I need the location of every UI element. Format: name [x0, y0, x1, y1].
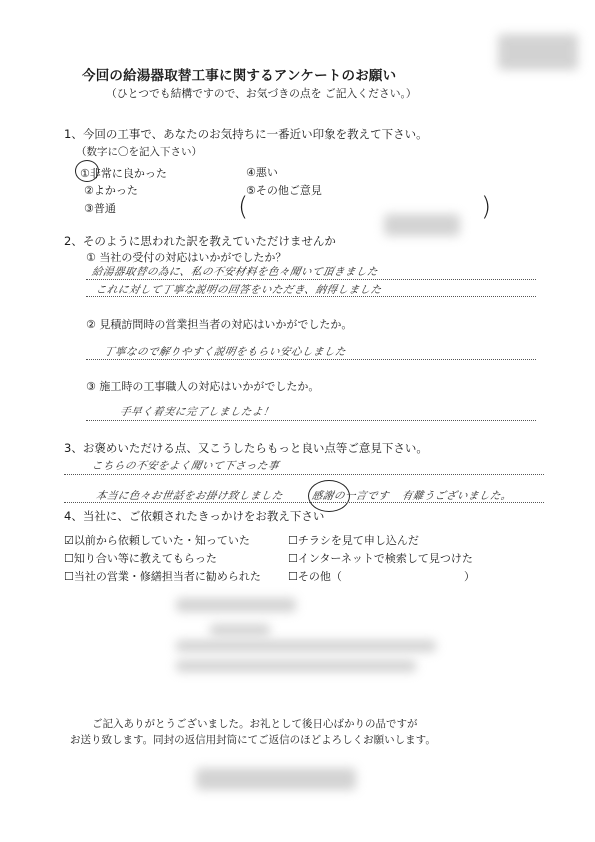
question-1: 1、今回の工事で、あなたのお気持ちに一番近い印象を教えて下さい。	[64, 127, 428, 141]
q2-sub-1: ① 当社の受付の対応はいかがでしたか？	[86, 251, 287, 264]
q1-other-close-paren: )	[481, 192, 492, 222]
q2-sub-1-answer-2: これに対して丁寧な説明の回答をいただき、納得しました	[94, 284, 383, 296]
closing-line-1: ご記入ありがとうございました。お礼として後日心ばかりの品ですが	[92, 718, 418, 730]
redacted-address-line	[176, 598, 296, 612]
q2-sub-1-answer-1: 給湯器取替の為に、私の不安材料を色々聞いて頂きました	[90, 266, 379, 278]
q1-option-1[interactable]: ①非常に良かった	[80, 167, 167, 180]
q1-option-4[interactable]: ④悪い	[246, 166, 278, 179]
q4-option-internet[interactable]: ☐インターネットで検索して見つけた	[288, 552, 473, 565]
question-2: 2、そのように思われた訳を教えていただけませんか	[64, 234, 336, 248]
redacted-corner-stamp	[498, 34, 578, 70]
q4-option-flyer[interactable]: ☐チラシを見て申し込んだ	[288, 534, 419, 547]
q2-sub-3: ③ 施工時の工事職人の対応はいかがでしたか。	[86, 380, 320, 393]
q3-answer-2: 本当に色々お世話をお掛け致しました	[94, 490, 284, 502]
q2-sub-2: ② 見積訪問時の営業担当者の対応はいかがでしたか。	[86, 318, 353, 331]
q2-sub-2-answer: 丁寧なので解りやすく説明をもらい安心しました	[102, 346, 347, 358]
answer-line	[86, 296, 536, 297]
q4-other-close-paren: ）	[464, 570, 475, 583]
q1-option-5[interactable]: ⑤その他ご意見	[246, 184, 322, 197]
answer-line	[64, 502, 544, 503]
q2-sub-3-answer: 手早く着実に完了しましたよ！	[118, 406, 275, 418]
q1-other-open-paren: (	[238, 192, 249, 222]
q1-option-3[interactable]: ③普通	[84, 202, 116, 215]
answer-line	[86, 420, 536, 421]
question-1-note: （数字に〇を記入下さい）	[76, 146, 202, 158]
q3-answer-1: こちらの不安をよく聞いて下さった事	[90, 460, 280, 472]
page-title: 今回の給湯器取替工事に関するアンケートのお願い	[82, 68, 397, 84]
redacted-address-line	[176, 640, 436, 652]
q4-option-known-before[interactable]: ☑以前から依頼していた・知っていた	[64, 534, 250, 547]
q3-answer-2b: 感謝の一言です	[310, 490, 390, 502]
redacted-address-line	[176, 660, 416, 672]
answer-line	[86, 359, 536, 360]
page-subtitle: （ひとつでも結構ですので、お気づきの点を ご記入ください。）	[106, 87, 417, 100]
answer-line	[64, 474, 544, 475]
answer-line	[86, 279, 536, 280]
q4-option-acquaintance[interactable]: ☐知り合い等に教えてもらった	[64, 552, 217, 565]
redacted-signature	[196, 768, 356, 790]
q4-option-sales-rep[interactable]: ☐当社の営業・修繕担当者に勧められた	[64, 570, 261, 583]
closing-line-2: お送り致します。同封の返信用封筒にてご返信のほどよろしくお願いします。	[70, 734, 436, 746]
question-4: 4、当社に、ご依頼されたきっかけをお教え下さい	[64, 509, 325, 523]
redacted-address-line	[210, 624, 270, 636]
question-3: 3、お褒めいただける点、又こうしたらもっと良い点等ご意見下さい。	[64, 441, 428, 455]
redacted-handwriting	[384, 214, 460, 236]
q1-option-2[interactable]: ②よかった	[84, 184, 138, 197]
q4-option-other[interactable]: ☐その他（	[288, 570, 342, 583]
q3-answer-2c: 有難うございました。	[400, 490, 513, 502]
